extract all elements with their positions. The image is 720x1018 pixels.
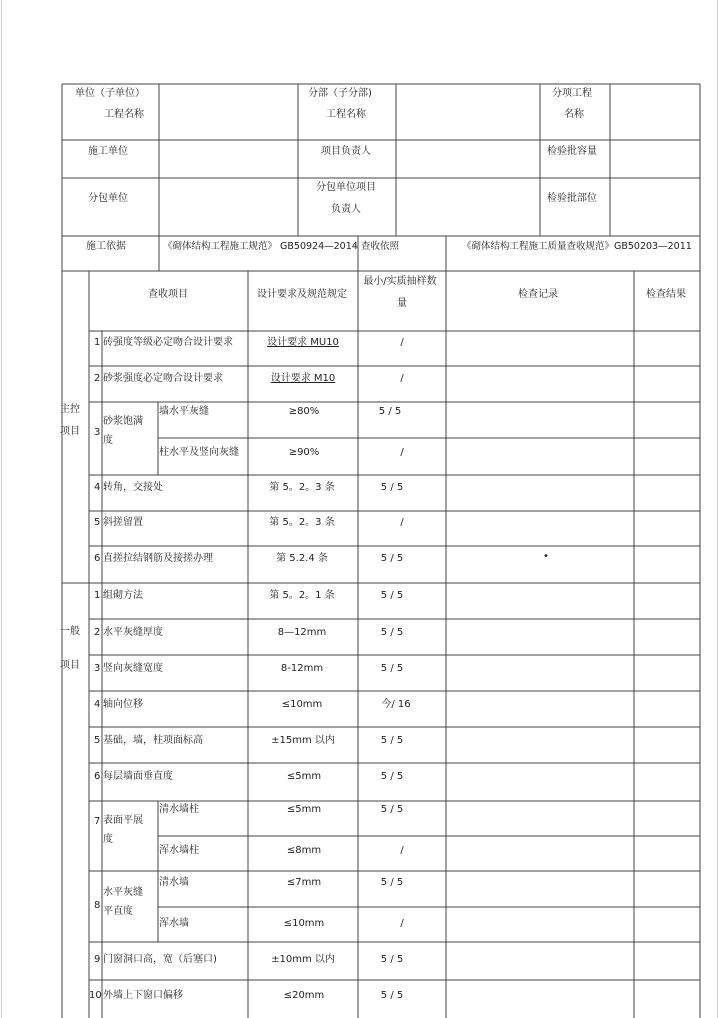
table-subrow-sample: / bbox=[400, 845, 404, 856]
table-row-item: 门窗洞口高，宽（后塞口) bbox=[103, 954, 217, 965]
table-row-number: 2 bbox=[94, 627, 101, 638]
table-row-requirement: 设计要求 M10 bbox=[270, 373, 336, 384]
table-row-sample: 5 / 5 bbox=[380, 553, 404, 564]
table-row-item: 每层墙面垂直度 bbox=[103, 771, 173, 782]
table-row-sample: 今/ 16 bbox=[381, 699, 411, 710]
table-subrow-item: 浑水墙 bbox=[159, 918, 189, 929]
table-row-requirement: 第 5.2.4 条 bbox=[276, 553, 328, 564]
table-row-sample: / bbox=[400, 373, 404, 384]
table-row-item: 转角，交接处 bbox=[103, 482, 163, 493]
table-row-item: 斜搓留置 bbox=[103, 517, 143, 528]
table-row-sample: 5 / 5 bbox=[380, 990, 404, 1001]
table-row-requirement: ≤5mm bbox=[286, 771, 322, 782]
column-record: 检查记录 bbox=[518, 289, 558, 300]
column-sample-line2: 量 bbox=[397, 298, 407, 309]
table-row-number: 2 bbox=[94, 373, 101, 384]
table-row-requirement: 设计要求 MU10 bbox=[267, 337, 339, 348]
table-row-requirement: 8-12mm bbox=[280, 663, 324, 674]
table-row-requirement: 第 5。2。1 条 bbox=[269, 590, 335, 601]
construction-unit-label: 施工单位 bbox=[88, 146, 128, 157]
column-item: 查收项目 bbox=[148, 289, 188, 300]
table-row-item: 组砌方法 bbox=[103, 590, 143, 601]
subitem-label-line2: 名称 bbox=[564, 109, 584, 120]
table-subrow-requirement: ≥80% bbox=[288, 406, 320, 417]
table-subrow-sample: 5 / 5 bbox=[378, 406, 402, 417]
table-subrow-requirement: ≤10mm bbox=[283, 918, 325, 929]
table-row-group-line2: 度 bbox=[103, 435, 113, 446]
table-row-item: 基础，墙，柱项面标高 bbox=[103, 735, 203, 746]
column-requirement: 设计要求及规范规定 bbox=[257, 289, 347, 300]
table-row-number: 5 bbox=[94, 735, 101, 746]
table-row-number: 3 bbox=[94, 663, 101, 674]
division-label-line2: 工程名称 bbox=[326, 109, 366, 120]
table-row-number: 6 bbox=[94, 553, 101, 564]
table-row-number: 7 bbox=[94, 816, 101, 827]
table-row-sample: 5 / 5 bbox=[380, 735, 404, 746]
unit-label-line2: 工程名称 bbox=[104, 109, 144, 120]
subcontract-unit-label: 分包单位 bbox=[88, 193, 128, 204]
division-label: 分部（子分部) bbox=[308, 88, 372, 99]
table-row-item: 砂浆强度必定吻合设计要求 bbox=[103, 373, 223, 384]
table-row-sample: / bbox=[400, 337, 404, 348]
batch-location-label: 检验批部位 bbox=[547, 193, 597, 204]
table-row-group: 砂浆饱满 bbox=[103, 416, 143, 427]
construction-basis-value: 《砌体结构工程施工规范》 GB50924—2014 bbox=[163, 241, 358, 252]
table-subrow-requirement: ≤8mm bbox=[286, 845, 322, 856]
table-row-sample: 5 / 5 bbox=[380, 590, 404, 601]
project-manager-label: 项目负责人 bbox=[321, 146, 371, 157]
table-subrow-sample: 5 / 5 bbox=[380, 804, 404, 815]
table-row-sample: / bbox=[400, 517, 404, 528]
unit-label: 单位（子单位） bbox=[75, 88, 145, 99]
subcontract-manager-label: 分包单位项目 bbox=[316, 182, 376, 193]
table-row-requirement: ±10mm 以内 bbox=[271, 954, 335, 965]
main-control-label: 主控 bbox=[60, 404, 80, 415]
acceptance-basis-value: 《砌体结构工程施工质量查收规范》GB50203—2011 bbox=[462, 241, 692, 252]
table-row-number: 1 bbox=[94, 590, 101, 601]
table-row-record: • bbox=[543, 551, 549, 562]
table-row-group-line2: 平直度 bbox=[103, 906, 133, 917]
table-row-sample: 5 / 5 bbox=[380, 771, 404, 782]
table-subrow-sample: / bbox=[400, 918, 404, 929]
table-row-number: 6 bbox=[94, 771, 101, 782]
table-subrow-item: 清水墙柱 bbox=[159, 804, 199, 815]
table-row-sample: 5 / 5 bbox=[380, 954, 404, 965]
table-row-number: 4 bbox=[94, 482, 101, 493]
table-row-item: 外墙上下窗口偏移 bbox=[103, 990, 183, 1001]
table-row-requirement: 8—12mm bbox=[277, 627, 327, 638]
table-subrow-item: 柱水平及竖向灰缝 bbox=[159, 447, 239, 458]
table-row-sample: 5 / 5 bbox=[380, 482, 404, 493]
table-row-number: 10 bbox=[89, 990, 102, 1001]
table-subrow-requirement: ≤7mm bbox=[286, 877, 322, 888]
table-row-sample: 5 / 5 bbox=[380, 663, 404, 674]
construction-basis-label: 施工依据 bbox=[86, 241, 126, 252]
subitem-label: 分项工程 bbox=[552, 88, 592, 99]
table-row-group: 水平灰缝 bbox=[103, 887, 143, 898]
table-row-item: 竖向灰缝宽度 bbox=[103, 663, 163, 674]
table-subrow-sample: / bbox=[400, 447, 404, 458]
general-label: 一般 bbox=[60, 626, 80, 637]
table-subrow-requirement: ≥90% bbox=[288, 447, 320, 458]
table-row-item: 轴向位移 bbox=[103, 699, 143, 710]
column-sample: 最小/实质抽样数 bbox=[363, 276, 437, 287]
table-row-sample: 5 / 5 bbox=[380, 627, 404, 638]
table-subrow-item: 清水墙 bbox=[159, 877, 189, 888]
acceptance-basis-label: 查收依照 bbox=[361, 241, 400, 252]
table-row-group: 表面平展 bbox=[103, 815, 143, 826]
table-row-item: 直搓拉结钢筋及接搓办理 bbox=[103, 553, 213, 564]
subcontract-manager-label-line2: 负责人 bbox=[331, 204, 361, 215]
table-row-requirement: ±15mm 以内 bbox=[271, 735, 335, 746]
table-row-number: 3 bbox=[94, 427, 101, 438]
general-label-line2: 项目 bbox=[60, 660, 80, 671]
table-subrow-sample: 5 / 5 bbox=[380, 877, 404, 888]
table-subrow-item: 浑水墙柱 bbox=[159, 845, 199, 856]
table-row-number: 5 bbox=[94, 517, 101, 528]
main-control-label-line2: 项目 bbox=[60, 426, 80, 437]
batch-capacity-label: 检验批容量 bbox=[547, 146, 597, 157]
table-subrow-requirement: ≤5mm bbox=[286, 804, 322, 815]
table-row-item: 砖强度等级必定吻合设计要求 bbox=[103, 337, 233, 348]
table-row-number: 8 bbox=[94, 900, 101, 911]
table-row-number: 4 bbox=[94, 699, 101, 710]
table-subrow-item: 墙水平灰缝 bbox=[159, 406, 209, 417]
table-row-requirement: ≤20mm bbox=[283, 990, 325, 1001]
table-row-requirement: ≤10mm bbox=[281, 699, 323, 710]
table-row-number: 1 bbox=[94, 337, 101, 348]
table-row-requirement: 第 5。2。3 条 bbox=[269, 517, 335, 528]
column-result: 检查结果 bbox=[646, 289, 686, 300]
table-row-group-line2: 度 bbox=[103, 834, 113, 845]
table-row-item: 水平灰缝厚度 bbox=[103, 627, 163, 638]
table-row-requirement: 第 5。2。3 条 bbox=[269, 482, 335, 493]
table-row-number: 9 bbox=[94, 954, 101, 965]
